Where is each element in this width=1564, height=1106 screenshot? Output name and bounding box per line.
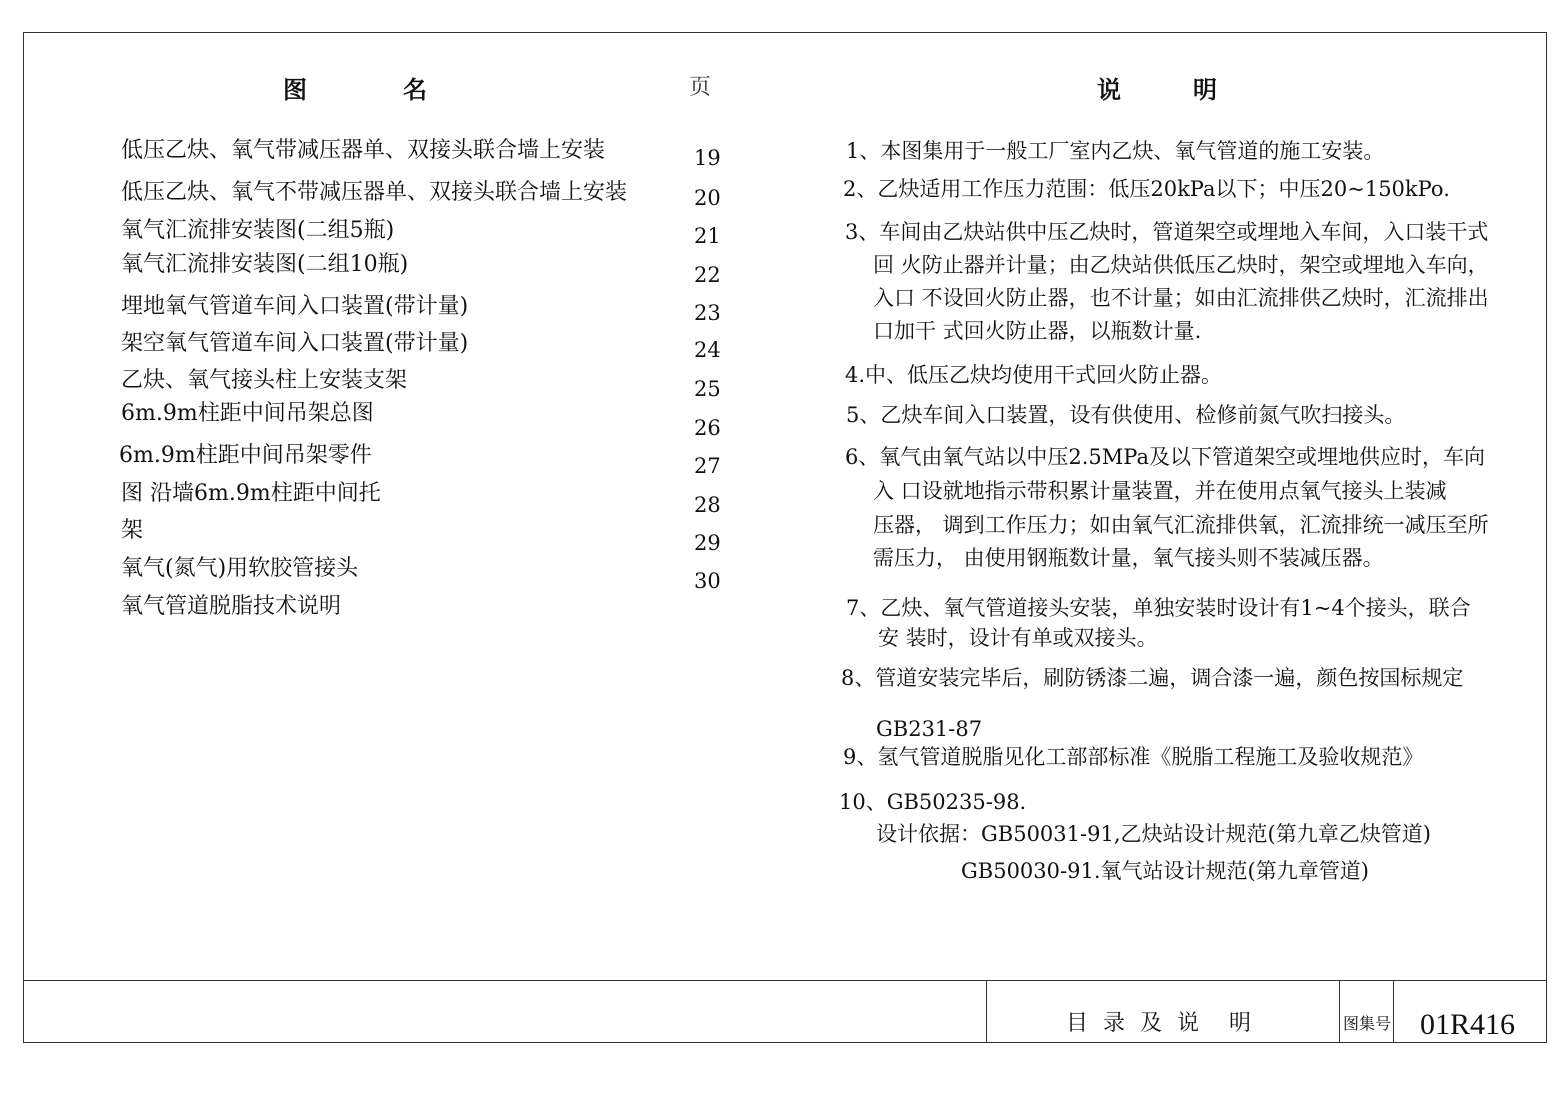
toc-entry-title: 架 bbox=[121, 518, 144, 543]
note-line: 7、乙炔、氧气管道接头安装，单独安装时设计有1~4个接头，联合 bbox=[846, 596, 1471, 620]
toc-entry-page: 28 bbox=[694, 493, 721, 517]
note-line: 2、乙炔适用工作压力范围：低压20kPa以下；中压20~150kPo. bbox=[843, 177, 1450, 201]
note-line: 口加干 式回火防止器，以瓶数计量. bbox=[873, 319, 1202, 343]
note-line: 6、氧气由氧气站以中压2.5MPa及以下管道架空或埋地供应时，车向 bbox=[845, 445, 1485, 469]
toc-entry-page: 25 bbox=[694, 377, 721, 401]
note-line: 回 火防止器并计量；由乙炔站供低压乙炔时，架空或埋地入车向， bbox=[873, 253, 1489, 277]
atlas-number-label: 图集号 bbox=[1343, 1014, 1392, 1033]
toc-entry-page: 22 bbox=[694, 263, 721, 287]
note-line: GB50030-91.氧气站设计规范(第九章管道) bbox=[961, 859, 1369, 883]
toc-entry-page: 19 bbox=[694, 146, 721, 170]
toc-entry-title: 6m.9m柱距中间吊架总图 bbox=[121, 401, 374, 426]
toc-entry-title: 6m.9m柱距中间吊架零件 bbox=[119, 443, 372, 468]
note-line: GB231-87 bbox=[876, 717, 983, 741]
note-line: 入口 不设回火防止器，也不计量；如由汇流排供乙炔时，汇流排出 bbox=[873, 286, 1489, 310]
toc-entry-page: 23 bbox=[694, 301, 721, 325]
toc-entry-page: 29 bbox=[694, 531, 721, 555]
toc-entry-title: 低压乙炔、氧气带减压器单、双接头联合墙上安装 bbox=[121, 138, 606, 163]
note-line: 1、本图集用于一般工厂室内乙炔、氧气管道的施工安装。 bbox=[846, 139, 1385, 163]
toc-entry-title: 乙炔、氧气接头柱上安装支架 bbox=[121, 368, 408, 393]
toc-entry-page: 20 bbox=[694, 186, 721, 210]
toc-entry-title: 氧气(氮气)用软胶管接头 bbox=[121, 556, 359, 581]
title-block-divider bbox=[23, 980, 1547, 981]
toc-entry-title: 埋地氧气管道车间入口装置(带计量) bbox=[121, 294, 469, 319]
note-line: 9、氢气管道脱脂见化工部部标准《脱脂工程施工及验收规范》 bbox=[843, 745, 1424, 769]
note-line: 压器， 调到工作压力；如由氧气汇流排供氧，汇流排统一减压至所 bbox=[873, 513, 1489, 537]
drawing-title: 目 录 及 说 明 bbox=[1066, 1011, 1255, 1036]
title-block-separator-3 bbox=[1393, 980, 1394, 1043]
toc-entry-page: 30 bbox=[694, 569, 721, 593]
note-line: 4.中、低压乙炔均使用干式回火防止器。 bbox=[845, 363, 1223, 387]
title-block-separator-2 bbox=[1339, 980, 1340, 1043]
toc-entry-title: 氧气汇流排安装图(二组5瓶) bbox=[121, 218, 395, 243]
notes-header: 说 明 bbox=[1097, 75, 1217, 104]
toc-entry-title: 氧气汇流排安装图(二组10瓶) bbox=[121, 252, 409, 277]
toc-entry-page: 26 bbox=[694, 416, 721, 440]
note-line: 10、GB50235-98. bbox=[839, 790, 1027, 814]
note-line: 3、车间由乙炔站供中压乙炔时，管道架空或埋地入车间，入口装干式 bbox=[845, 220, 1489, 244]
toc-page-header: 页 bbox=[689, 75, 712, 100]
note-line: 安 装时，设计有单或双接头。 bbox=[878, 626, 1158, 650]
toc-entry-page: 24 bbox=[694, 338, 721, 362]
toc-entry-title: 架空氧气管道车间入口装置(带计量) bbox=[121, 331, 469, 356]
title-block-separator-1 bbox=[986, 980, 987, 1043]
note-line: 需压力， 由使用钢瓶数计量，氧气接头则不装减压器。 bbox=[873, 546, 1384, 570]
note-line: 设计依据：GB50031-91,乙炔站设计规范(第九章乙炔管道) bbox=[876, 822, 1431, 846]
toc-name-header: 图 名 bbox=[283, 75, 427, 104]
toc-entry-page: 21 bbox=[694, 224, 721, 248]
toc-entry-page: 27 bbox=[694, 454, 721, 478]
toc-entry-title: 氧气管道脱脂技术说明 bbox=[121, 594, 342, 619]
note-line: 8、管道安装完毕后，刷防锈漆二遍，调合漆一遍，颜色按国标规定 bbox=[841, 666, 1464, 690]
toc-entry-title: 低压乙炔、氧气不带减压器单、双接头联合墙上安装 bbox=[121, 180, 628, 205]
note-line: 5、乙炔车间入口装置，设有供使用、检修前氮气吹扫接头。 bbox=[846, 403, 1406, 427]
note-line: 入 口设就地指示带积累计量装置，并在使用点氧气接头上装减 bbox=[873, 479, 1447, 503]
atlas-number: 01R416 bbox=[1420, 1008, 1516, 1041]
toc-entry-title: 图 沿墙6m.9m柱距中间托 bbox=[121, 481, 381, 506]
